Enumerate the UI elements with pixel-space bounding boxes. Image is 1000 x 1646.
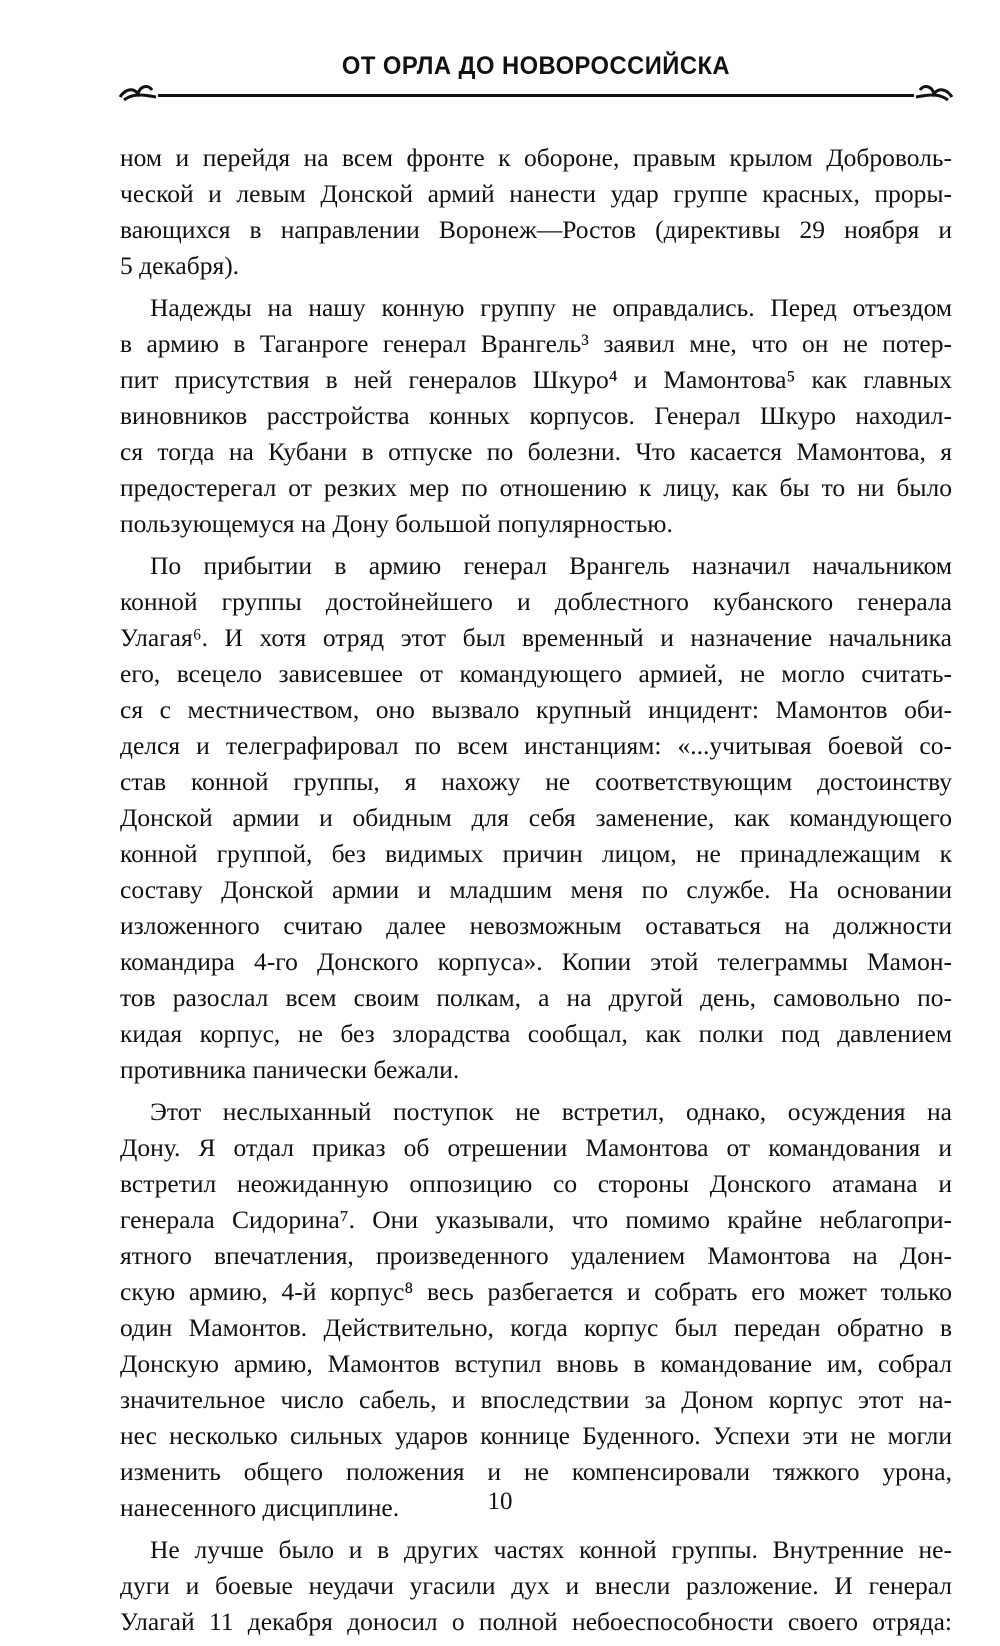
paragraph <box>120 548 952 1088</box>
text-line: нес несколько сильных ударов коннице Буденного. Успехи эти не могли <box>120 1421 952 1450</box>
text-line: его, всецело зависевшее от командующего армией, не могло считать- <box>120 659 952 688</box>
text-line: тов разослал всем своим полкам, а на другой день, самовольно по- <box>120 983 952 1012</box>
text-line: Донской армии и обидным для себя заменение, как командующего <box>120 803 952 832</box>
text-line: ятного впечатления, произведенного удалением Мамонтова на Дон- <box>120 1241 952 1270</box>
text-line: Этот неслыханный поступок не встретил, однако, осуждения на <box>150 1097 952 1126</box>
text-line: ном и перейдя на всем фронте к обороне, правым крылом Доброволь- <box>120 143 952 172</box>
ornament-left-icon <box>118 80 158 102</box>
text-line: ся тогда на Кубани в отпуске по болезни. Что касается Мамонтова, я <box>120 437 952 466</box>
text-line: ся с местничеством, оно вызвало крупный инцидент: Мамонтов оби- <box>120 695 952 724</box>
text-line: Надежды на нашу конную группу не оправдались. Перед отъездом <box>150 293 952 322</box>
paragraph <box>120 290 952 542</box>
running-header-title: ОТ ОРЛА ДО НОВОРОССИЙСКА <box>341 52 731 80</box>
paragraph <box>120 140 952 284</box>
text-line: пит присутствия в ней генералов Шкуро⁴ и Мамонтова⁵ как главных <box>120 365 952 394</box>
text-line: противника панически бежали. <box>120 1055 460 1084</box>
text-line: изложенного считаю далее невозможным оставаться на должности <box>120 911 952 940</box>
text-line: Донскую армию, Мамонтов вступил вновь в командование им, собрал <box>120 1349 952 1378</box>
text-line: делся и телеграфировал по всем инстанциям: «...учитывая боевой со- <box>120 731 952 760</box>
text-line: виновников расстройства конных корпусов. Генерал Шкуро находил- <box>120 401 952 430</box>
text-line: в армию в Таганроге генерал Врангель³ заявил мне, что он не потер- <box>120 329 952 358</box>
text-line: вающихся в направлении Воронеж—Ростов (директивы 29 ноября и <box>120 215 952 244</box>
text-line: став конной группы, я нахожу не соответствующим достоинству <box>120 767 952 796</box>
text-line: дуги и боевые неудачи угасили дух и внесли разложение. И генерал <box>120 1571 952 1600</box>
text-line: скую армию, 4-й корпус⁸ весь разбегается и собрать его может только <box>120 1277 952 1306</box>
text-line: пользующемуся на Дону большой популярностью. <box>120 509 673 538</box>
text-line: составу Донской армии и младшим меня по службе. На основании <box>120 875 952 904</box>
text-line: предостерегал от резких мер по отношению к лицу, как бы то ни было <box>120 473 952 502</box>
running-header <box>118 52 954 102</box>
text-line: генерала Сидорина⁷. Они указывали, что помимо крайне неблагопри- <box>120 1205 952 1234</box>
header-rule <box>158 94 914 97</box>
paragraph <box>120 1532 952 1640</box>
paragraph <box>120 1094 952 1526</box>
text-line: встретил неожиданную оппозицию со стороны Донского атамана и <box>120 1169 952 1198</box>
text-line: Улагая⁶. И хотя отряд этот был временный и назначение начальника <box>120 623 952 652</box>
text-line: ческой и левым Донской армий нанести удар группе красных, проры- <box>120 179 952 208</box>
text-line: Не лучше было и в других частях конной группы. Внутренние не- <box>150 1535 952 1564</box>
text-line: Дону. Я отдал приказ об отрешении Мамонтова от командования и <box>120 1133 952 1162</box>
text-line: 5 декабря). <box>120 251 240 280</box>
page-number: 10 <box>487 1488 513 1515</box>
text-line: конной группы достойнейшего и доблестного кубанского генерала <box>120 587 952 616</box>
text-line: один Мамонтов. Действительно, когда корпус был передан обратно в <box>120 1313 952 1342</box>
text-line: кидая корпус, не без злорадства сообщал, как полки под давлением <box>120 1019 952 1048</box>
text-line: изменить общего положения и не компенсировали тяжкого урона, <box>120 1457 952 1486</box>
page-body-text <box>120 140 952 1646</box>
text-line: Улагай 11 декабря доносил о полной небоеспособности своего отряда: <box>120 1607 952 1636</box>
text-line: конной группой, без видимых причин лицом, не принадлежащим к <box>120 839 952 868</box>
text-line: По прибытии в армию генерал Врангель назначил начальником <box>150 551 952 580</box>
text-line: командира 4-го Донского корпуса». Копии этой телеграммы Мамон- <box>120 947 952 976</box>
text-line: значительное число сабель, и впоследствии за Доном корпус этот на- <box>120 1385 952 1414</box>
ornament-right-icon <box>914 80 954 102</box>
text-line: нанесенного дисциплине. <box>120 1493 400 1522</box>
